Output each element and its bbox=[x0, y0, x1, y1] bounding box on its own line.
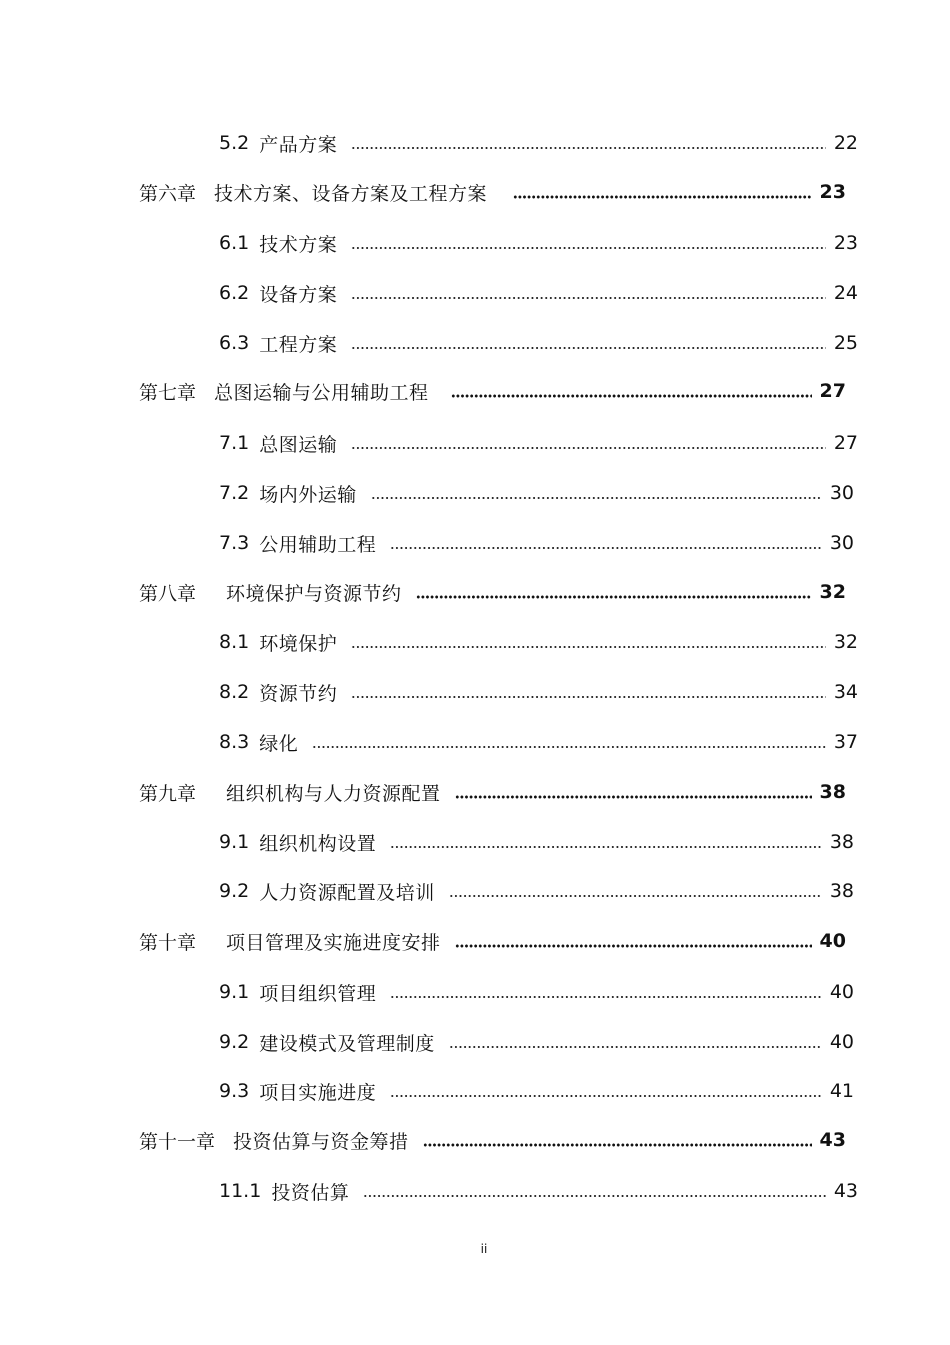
toc-chapter-title: 技术方案、设备方案及工程方案 bbox=[214, 182, 488, 205]
toc-chapter-6[interactable] bbox=[139, 177, 846, 207]
toc-entry-title: 环境保护 bbox=[259, 632, 338, 655]
dot-leader bbox=[312, 737, 826, 749]
dot-leader bbox=[351, 288, 826, 300]
toc-entry-number: 8.1 bbox=[219, 631, 250, 653]
dot-leader bbox=[351, 637, 826, 649]
toc-chapter-11[interactable] bbox=[139, 1125, 846, 1155]
toc-entry-page: 41 bbox=[829, 1080, 854, 1102]
toc-entry-number: 11.1 bbox=[219, 1180, 262, 1202]
toc-entry-number: 9.2 bbox=[219, 880, 250, 902]
toc-chapter-page: 23 bbox=[819, 181, 846, 203]
toc-chapter-title: 总图运输与公用辅助工程 bbox=[214, 381, 429, 404]
dot-leader bbox=[416, 587, 812, 599]
toc-entry-7-3[interactable] bbox=[219, 528, 854, 558]
toc-entry-page: 24 bbox=[833, 282, 858, 304]
toc-entry-title: 场内外运输 bbox=[259, 483, 357, 506]
toc-chapter-number: 第十章 bbox=[139, 931, 197, 954]
dot-leader bbox=[513, 187, 812, 199]
page-number: ii bbox=[480, 1242, 488, 1256]
toc-entry-10-1[interactable] bbox=[219, 977, 854, 1007]
toc-entry-title: 绿化 bbox=[259, 732, 299, 755]
toc-entry-page: 43 bbox=[833, 1180, 858, 1202]
toc-entry-title: 人力资源配置及培训 bbox=[259, 881, 435, 904]
toc-chapter-page: 43 bbox=[819, 1129, 846, 1151]
toc-entry-page: 27 bbox=[833, 432, 858, 454]
toc-chapter-number: 第十一章 bbox=[139, 1130, 216, 1153]
toc-chapter-number: 第六章 bbox=[139, 182, 197, 205]
toc-entry-number: 6.2 bbox=[219, 282, 250, 304]
toc-entry-page: 40 bbox=[829, 1031, 854, 1053]
toc-entry-6-1[interactable] bbox=[219, 228, 858, 258]
toc-entry-number: 6.3 bbox=[219, 332, 250, 354]
toc-entry-number: 9.3 bbox=[219, 1080, 250, 1102]
toc-chapter-title: 项目管理及实施进度安排 bbox=[226, 931, 441, 954]
toc-entry-title: 技术方案 bbox=[259, 233, 338, 256]
dot-leader bbox=[455, 936, 812, 948]
toc-entry-title: 工程方案 bbox=[259, 333, 338, 356]
dot-leader bbox=[390, 987, 822, 999]
toc-chapter-title: 环境保护与资源节约 bbox=[226, 582, 402, 605]
toc-entry-number: 7.1 bbox=[219, 432, 250, 454]
dot-leader bbox=[351, 338, 826, 350]
toc-entry-page: 32 bbox=[833, 631, 858, 653]
toc-entry-number: 8.3 bbox=[219, 731, 250, 753]
toc-entry-number: 5.2 bbox=[219, 132, 250, 154]
toc-entry-number: 7.3 bbox=[219, 532, 250, 554]
toc-entry-page: 37 bbox=[833, 731, 858, 753]
toc-entry-title: 投资估算 bbox=[271, 1181, 350, 1204]
toc-entry-8-3[interactable] bbox=[219, 727, 858, 757]
toc-entry-page: 23 bbox=[833, 232, 858, 254]
toc-entry-title: 组织机构设置 bbox=[259, 832, 377, 855]
toc-entry-number: 9.1 bbox=[219, 831, 250, 853]
toc-entry-number: 9.1 bbox=[219, 981, 250, 1003]
toc-entry-page: 38 bbox=[829, 831, 854, 853]
dot-leader bbox=[390, 837, 822, 849]
toc-entry-10-2[interactable] bbox=[219, 1027, 854, 1057]
dot-leader bbox=[390, 1086, 822, 1098]
toc-chapter-number: 第七章 bbox=[139, 381, 197, 404]
toc-entry-number: 7.2 bbox=[219, 482, 250, 504]
toc-chapter-8[interactable] bbox=[139, 577, 846, 607]
toc-entry-number: 9.2 bbox=[219, 1031, 250, 1053]
toc-entry-title: 总图运输 bbox=[259, 433, 338, 456]
toc-chapter-number: 第八章 bbox=[139, 582, 197, 605]
toc-chapter-7[interactable] bbox=[139, 376, 846, 406]
toc-chapter-10[interactable] bbox=[139, 926, 846, 956]
toc-chapter-title: 投资估算与资金筹措 bbox=[233, 1130, 409, 1153]
toc-entry-title: 建设模式及管理制度 bbox=[259, 1032, 435, 1055]
toc-entry-10-3[interactable] bbox=[219, 1076, 854, 1106]
toc-entry-title: 项目实施进度 bbox=[259, 1081, 377, 1104]
dot-leader bbox=[449, 1037, 822, 1049]
toc-chapter-page: 38 bbox=[819, 781, 846, 803]
toc-entry-8-2[interactable] bbox=[219, 677, 858, 707]
toc-entry-6-2[interactable] bbox=[219, 278, 858, 308]
toc-entry-title: 产品方案 bbox=[259, 133, 338, 156]
toc-entry-title: 设备方案 bbox=[259, 283, 338, 306]
toc-entry-number: 6.1 bbox=[219, 232, 250, 254]
dot-leader bbox=[351, 138, 826, 150]
dot-leader bbox=[363, 1186, 825, 1198]
toc-chapter-page: 40 bbox=[819, 930, 846, 952]
toc-entry-page: 30 bbox=[829, 482, 854, 504]
toc-chapter-title: 组织机构与人力资源配置 bbox=[226, 782, 441, 805]
dot-leader bbox=[351, 238, 826, 250]
toc-entry-6-3[interactable] bbox=[219, 328, 858, 358]
dot-leader bbox=[351, 438, 826, 450]
toc-chapter-number: 第九章 bbox=[139, 782, 197, 805]
toc-entry-5-2[interactable] bbox=[219, 128, 858, 158]
toc-entry-page: 25 bbox=[833, 332, 858, 354]
toc-entry-11-1[interactable] bbox=[219, 1176, 858, 1206]
dot-leader bbox=[455, 787, 812, 799]
toc-entry-title: 资源节约 bbox=[259, 682, 338, 705]
toc-entry-9-2[interactable] bbox=[219, 876, 854, 906]
dot-leader bbox=[351, 687, 826, 699]
toc-entry-title: 公用辅助工程 bbox=[259, 533, 377, 556]
toc-chapter-page: 27 bbox=[819, 380, 846, 402]
toc-chapter-9[interactable] bbox=[139, 777, 846, 807]
toc-entry-page: 34 bbox=[833, 681, 858, 703]
toc-entry-number: 8.2 bbox=[219, 681, 250, 703]
toc-entry-8-1[interactable] bbox=[219, 627, 858, 657]
toc-entry-page: 38 bbox=[829, 880, 854, 902]
toc-entry-9-1[interactable] bbox=[219, 827, 854, 857]
dot-leader bbox=[390, 538, 822, 550]
toc-chapter-page: 32 bbox=[819, 581, 846, 603]
toc-entry-page: 40 bbox=[829, 981, 854, 1003]
toc-entry-page: 30 bbox=[829, 532, 854, 554]
toc-entry-7-2[interactable] bbox=[219, 478, 854, 508]
toc-entry-page: 22 bbox=[833, 132, 858, 154]
dot-leader bbox=[451, 386, 812, 398]
dot-leader bbox=[423, 1135, 812, 1147]
dot-leader bbox=[449, 886, 822, 898]
toc-entry-7-1[interactable] bbox=[219, 428, 858, 458]
dot-leader bbox=[371, 488, 822, 500]
toc-entry-title: 项目组织管理 bbox=[259, 982, 377, 1005]
